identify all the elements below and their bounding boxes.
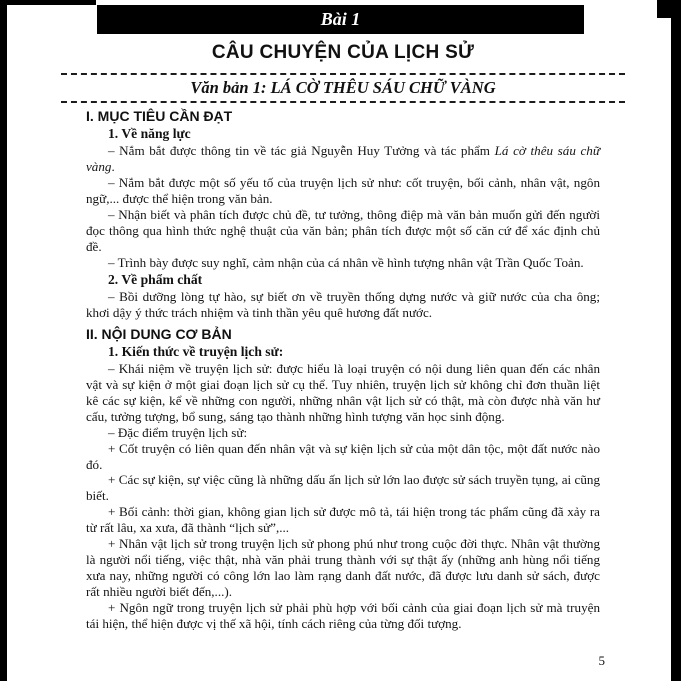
section-heading-muc-tieu: I. MỤC TIÊU CẦN ĐẠT <box>86 108 233 124</box>
lesson-label: Bài 1 <box>320 9 361 29</box>
paragraph-kien-thuc-1: – Khái niệm về truyện lịch sử: được hiểu là loại truyện có nội dung liên quan đến các nhân vật và sự kiện ở một giai đoạn lịch sử cụ thể. Tuy nhiên, truyện lịch sử không chỉ đơn thuần liệt kê các sự kiện, kể về những con người, những nhân vật lịch sử có thật, mà còn được nhà văn hư cấu, tưởng tượng, bổ sung, sáng tạo thành những hình tượng văn học sinh động. <box>86 360 600 424</box>
paragraph-text: – Nắm bắt được thông tin về tác giả Nguyễn Huy Tưởng và tác phẩm <box>108 143 495 158</box>
lesson-banner <box>97 5 584 34</box>
chapter-title: CÂU CHUYỆN CỦA LỊCH SỬ <box>211 42 475 63</box>
dashed-rule-bottom <box>61 101 625 103</box>
subsection-heading-pham-chat: 2. Về phẩm chất <box>108 271 203 287</box>
paragraph-nang-luc-4: – Trình bày được suy nghĩ, cảm nhận của cá nhân về hình tượng nhân vật Trần Quốc Toản. <box>108 254 584 270</box>
work-title-italic: Lá cờ thêu sáu chữ vàng <box>86 143 600 174</box>
page-content <box>86 40 600 632</box>
paragraph-pham-chat-1: – Bồi dưỡng lòng tự hào, sự biết ơn về truyền thống dựng nước và giữ nước của cha ông; khơi dậy ý thức trách nhiệm và tinh thần yêu quê hương đất nước. <box>86 288 600 320</box>
page-edge-left <box>0 0 7 681</box>
paragraph-nang-luc-2: – Nắm bắt được một số yếu tố của truyện lịch sử như: cốt truyện, bối cảnh, nhân vật, ngôn ngữ,... được thể hiện trong văn bản. <box>86 174 600 206</box>
subsection-heading-kien-thuc: 1. Kiến thức về truyện lịch sử: <box>108 343 284 359</box>
paragraph-kien-thuc-6: + Nhân vật lịch sử trong truyện lịch sử phong phú như trong cuộc đời thực. Nhân vật thường là người nổi tiếng, việc thật, nhà văn phải trung thành với sự thật ấy (những anh hùng nổi tiếng xưa nay, những người có công lớn lao làm rạng danh đất nước, đã được lưu danh sử sách, được rất nhiều người biết đến,...). <box>86 536 600 600</box>
paragraph-kien-thuc-4: + Các sự kiện, sự việc cũng là những dấu ấn lịch sử lớn lao được sử sách truyền tụng, ai cũng biết. <box>86 472 600 504</box>
paragraph-text: . <box>111 158 115 174</box>
section-heading-noi-dung: II. NỘI DUNG CƠ BẢN <box>86 325 232 342</box>
paragraph-nang-luc-3: – Nhận biết và phân tích được chủ đề, tư tưởng, thông điệp mà văn bản muốn gửi đến người đọc thông qua hình thức nghệ thuật của văn bản; phân tích được một số căn cứ để xác định chủ đề. <box>86 206 600 254</box>
paragraph-kien-thuc-3: + Cốt truyện có liên quan đến nhân vật và sự kiện lịch sử của một dân tộc, một đất nước nào đó. <box>86 440 600 472</box>
paragraph-kien-thuc-5: + Bối cảnh: thời gian, không gian lịch sử được mô tả, tái hiện trong tác phẩm cũng đã xảy ra từ rất lâu, xa xưa, đã thành “lịch sử”,... <box>86 504 600 536</box>
document-title: Văn bản 1: LÁ CỜ THÊU SÁU CHỮ VÀNG <box>190 78 496 97</box>
subsection-heading-nang-luc: 1. Về năng lực <box>108 126 191 141</box>
dashed-rule-top <box>61 73 625 75</box>
page-edge-right <box>671 0 681 681</box>
paragraph-kien-thuc-2: – Đặc điểm truyện lịch sử: <box>108 424 248 440</box>
page-number: 5 <box>598 653 605 668</box>
paragraph-nang-luc-1 <box>86 143 600 175</box>
page-corner-mark-right <box>657 0 681 18</box>
page-corner-mark-left <box>0 0 96 5</box>
paragraph-kien-thuc-7: + Ngôn ngữ trong truyện lịch sử phải phù hợp với bối cảnh của giai đoạn lịch sử mà truyện tái hiện, thể hiện được vị thế xã hội, tính cách riêng của từng đối tượng. <box>86 600 600 632</box>
